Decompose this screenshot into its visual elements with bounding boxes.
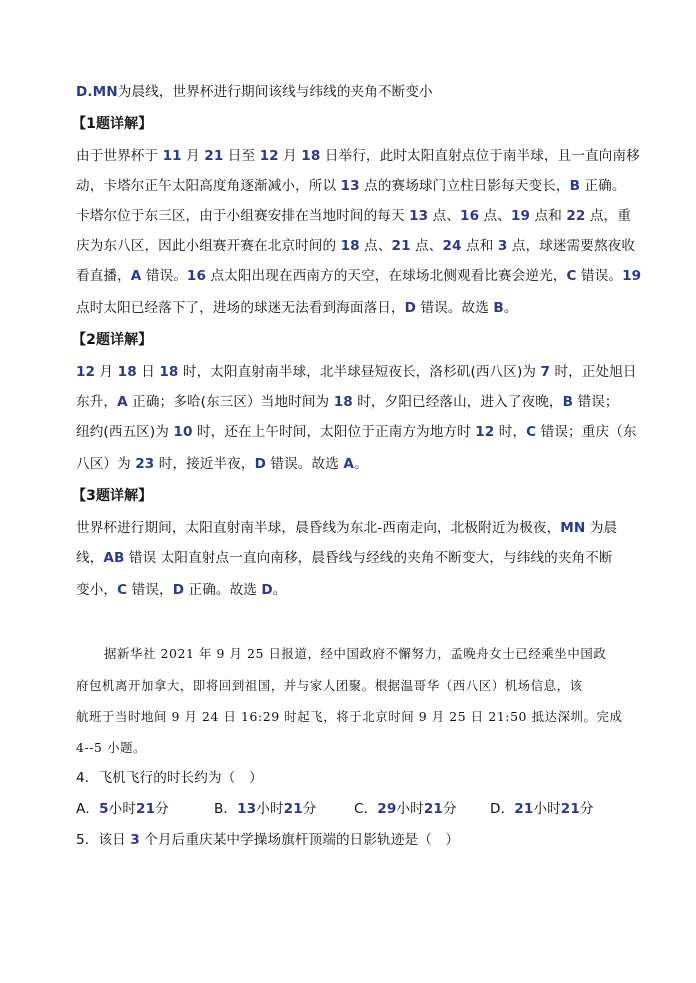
text-segment: 时，正处旭日 (550, 364, 637, 380)
text-segment: MN (560, 520, 586, 536)
text-segment: 21 (204, 148, 224, 164)
q1-line-3 (76, 206, 631, 226)
text-segment: 个月后重庆某中学操场旗杆顶端的日影轨迹是（ ） (139, 832, 460, 848)
text-segment: D. (76, 84, 93, 100)
text-segment: 正确。 (580, 178, 626, 194)
passage-line-4: 4--5 小题。 (76, 740, 147, 755)
text-segment: 3 (130, 832, 140, 848)
text-segment: 错误。故选 (416, 300, 494, 316)
text-segment: 18 (340, 238, 360, 254)
text-segment: 月 (95, 364, 118, 380)
q4-option-d[interactable] (490, 799, 594, 819)
text-segment: B． (214, 801, 238, 817)
text-segment: 线， (76, 550, 104, 566)
text-segment: 21 (283, 801, 303, 817)
q2-line-2 (76, 392, 619, 412)
text-segment: 18 (117, 364, 137, 380)
text-segment: 11 (162, 148, 182, 164)
text-segment: 日 (136, 364, 160, 380)
text-segment: 变小， (76, 582, 118, 598)
q4-option-b[interactable] (214, 799, 354, 819)
text-segment: 庆为东八区，因此小组赛开赛在北京时间的 (76, 238, 341, 254)
text-segment: 小时 (256, 801, 284, 817)
text-segment: 月 (181, 148, 205, 164)
q2-heading: 【2题详解】 (72, 332, 153, 348)
text-segment: B (569, 178, 581, 194)
q1-line-5 (76, 266, 641, 286)
text-segment: 月 (278, 148, 302, 164)
text-segment: 5 (99, 801, 109, 817)
text-segment: 纽约(西五区)为 (76, 424, 174, 440)
text-segment: 时，还在上午时间，太阳位于正南方为地方时 (192, 424, 476, 440)
text-segment: 3 (497, 238, 508, 254)
text-segment: C． (354, 801, 378, 817)
text-segment: 23 (135, 456, 155, 472)
text-segment: 错误， (127, 582, 173, 598)
text-segment: 时，太阳直射南半球，北半球昼短夜长，洛杉矶(西八区)为 (178, 364, 541, 380)
text-segment: 八区）为 (76, 456, 136, 472)
text-segment: C (117, 582, 128, 598)
text-segment: 错误。 (576, 268, 623, 284)
q4-options (76, 799, 594, 819)
text-segment: 7 (540, 364, 551, 380)
text-segment: 小时 (108, 801, 137, 817)
text-segment: 时， (494, 424, 527, 440)
q3-line-3 (76, 580, 286, 600)
q4-stem: 4．飞机飞行的时长约为（ ） (76, 770, 263, 786)
text-segment: 日至 (223, 148, 260, 164)
text-segment: A (343, 456, 354, 472)
q2-line-1 (76, 362, 637, 382)
text-segment: A (130, 268, 142, 284)
text-segment: D (254, 456, 266, 472)
q5-stem (76, 830, 459, 850)
text-segment: 错误；重庆（东 (536, 424, 637, 440)
text-segment: 21 (514, 801, 534, 817)
text-segment: 点时太阳已经落下了，进场的球迷无法看到海面落日， (76, 300, 405, 316)
passage-line-3: 航班于当时地间 9 月 24 日 16:29 时起飞，将于北京时间 9 月 25 日 21:50 抵达深圳。完成 (76, 709, 623, 724)
text-segment: 为晨线，世界杯进行期间该线与纬线的夹角不断变小 (117, 84, 433, 100)
text-segment: 点、 (479, 208, 511, 224)
text-segment: 看直播， (76, 268, 131, 284)
text-segment: B (493, 300, 504, 316)
text-segment: 动，卡塔尔正午太阳高度角逐渐减小，所以 (76, 178, 341, 194)
text-segment: 18 (301, 148, 321, 164)
text-segment: 。 (353, 456, 368, 472)
text-segment: 为晨 (585, 520, 618, 536)
option-d-line (76, 82, 433, 102)
text-segment: 点太阳出现在西南方的天空，在球场北侧观看比赛会逆光， (206, 268, 567, 284)
text-segment: 21 (423, 801, 443, 817)
q2-line-3 (76, 422, 637, 442)
text-segment: 12 (259, 148, 279, 164)
text-segment: 12 (475, 424, 495, 440)
text-segment: 19 (510, 208, 531, 224)
text-segment: D (172, 582, 185, 598)
text-segment: 小时 (396, 801, 424, 817)
text-segment: 分 (155, 801, 169, 817)
text-segment: 21 (136, 801, 156, 817)
q3-line-2 (76, 548, 613, 568)
text-segment: 日举行，此时太阳直射点位于南半球，且一直向南移 (320, 148, 640, 164)
q1-line-6 (76, 298, 518, 318)
text-segment: D (404, 300, 417, 316)
text-segment: 13 (409, 208, 429, 224)
q1-heading: 【1题详解】 (72, 116, 153, 132)
text-segment: 点、 (428, 208, 461, 224)
text-segment: 由于世界杯于 (76, 148, 163, 164)
text-segment: 点的赛场球门立柱日影每天变长， (359, 178, 570, 194)
text-segment: 正确；多哈(东三区）当地时间为 (127, 394, 334, 410)
q2-line-4 (76, 454, 368, 474)
text-segment: 正确。故选 (184, 582, 262, 598)
text-segment: 点、 (410, 238, 443, 254)
q4-option-c[interactable] (354, 799, 490, 819)
text-segment: D． (490, 801, 515, 817)
text-segment: 19 (622, 268, 642, 284)
text-segment: C (526, 424, 537, 440)
text-segment: 。 (503, 300, 518, 316)
text-segment: 世界杯进行期间，太阳直射南半球，晨昏线为东北-西南走向，北极附近为极夜， (76, 520, 561, 536)
text-segment: A． (76, 801, 100, 817)
text-segment: 。 (272, 582, 287, 598)
text-segment: 小时 (533, 801, 561, 817)
q4-option-a[interactable] (76, 799, 214, 819)
text-segment: AB (103, 550, 125, 566)
text-segment: 分 (442, 801, 457, 817)
text-segment: 分 (302, 801, 317, 817)
text-segment: 13 (237, 801, 257, 817)
text-segment: 10 (173, 424, 193, 440)
text-segment: 错误。故选 (266, 456, 344, 472)
text-segment: 点和 (461, 238, 498, 254)
text-segment: 12 (76, 364, 96, 380)
text-segment: 东升， (76, 394, 118, 410)
text-segment: 16 (460, 208, 480, 224)
text-segment: 卡塔尔位于东三区，由于小组赛安排在当地时间的每天 (76, 208, 410, 224)
text-segment: 21 (560, 801, 580, 817)
text-segment: C (566, 268, 577, 284)
text-segment: 5．该日 (76, 832, 131, 848)
text-segment: 时，夕阳已经落山，进入了夜晚， (352, 394, 563, 410)
q1-line-1 (76, 146, 640, 166)
text-segment: 22 (566, 208, 586, 224)
text-segment: 21 (391, 238, 411, 254)
text-segment: 点，球迷需要熬夜收 (507, 238, 636, 254)
text-segment: 错误 太阳直射点一直向南移，晨昏线与经线的夹角不断变大，与纬线的夹角不断 (124, 550, 613, 566)
text-segment: A (117, 394, 128, 410)
text-segment: 时，接近半夜， (154, 456, 255, 472)
text-segment: 13 (340, 178, 360, 194)
text-segment: 18 (159, 364, 179, 380)
text-segment: 24 (442, 238, 462, 254)
text-segment: D (261, 582, 273, 598)
q3-line-1 (76, 518, 617, 538)
text-segment: 错误； (573, 394, 619, 410)
q3-heading: 【3题详解】 (72, 488, 153, 504)
q1-line-4 (76, 236, 635, 256)
passage-line-1: 据新华社 2021 年 9 月 25 日报道，经中国政府不懈努力，孟晚舟女士已经乘坐中国政 (104, 646, 607, 661)
text-segment: 18 (333, 394, 353, 410)
text-segment: MN (92, 84, 118, 100)
text-segment: 点、 (359, 238, 392, 254)
text-segment: B (562, 394, 574, 410)
text-segment: 分 (579, 801, 594, 817)
text-segment: 16 (186, 268, 207, 284)
text-segment: 错误。 (141, 268, 187, 284)
text-segment: 29 (377, 801, 397, 817)
text-segment: 点和 (530, 208, 567, 224)
q1-line-2 (76, 176, 626, 196)
text-segment: 点，重 (585, 208, 631, 224)
passage-line-2: 府包机离开加拿大，即将回到祖国，并与家人团聚。根据温哥华（西八区）机场信息，该 (76, 678, 583, 693)
